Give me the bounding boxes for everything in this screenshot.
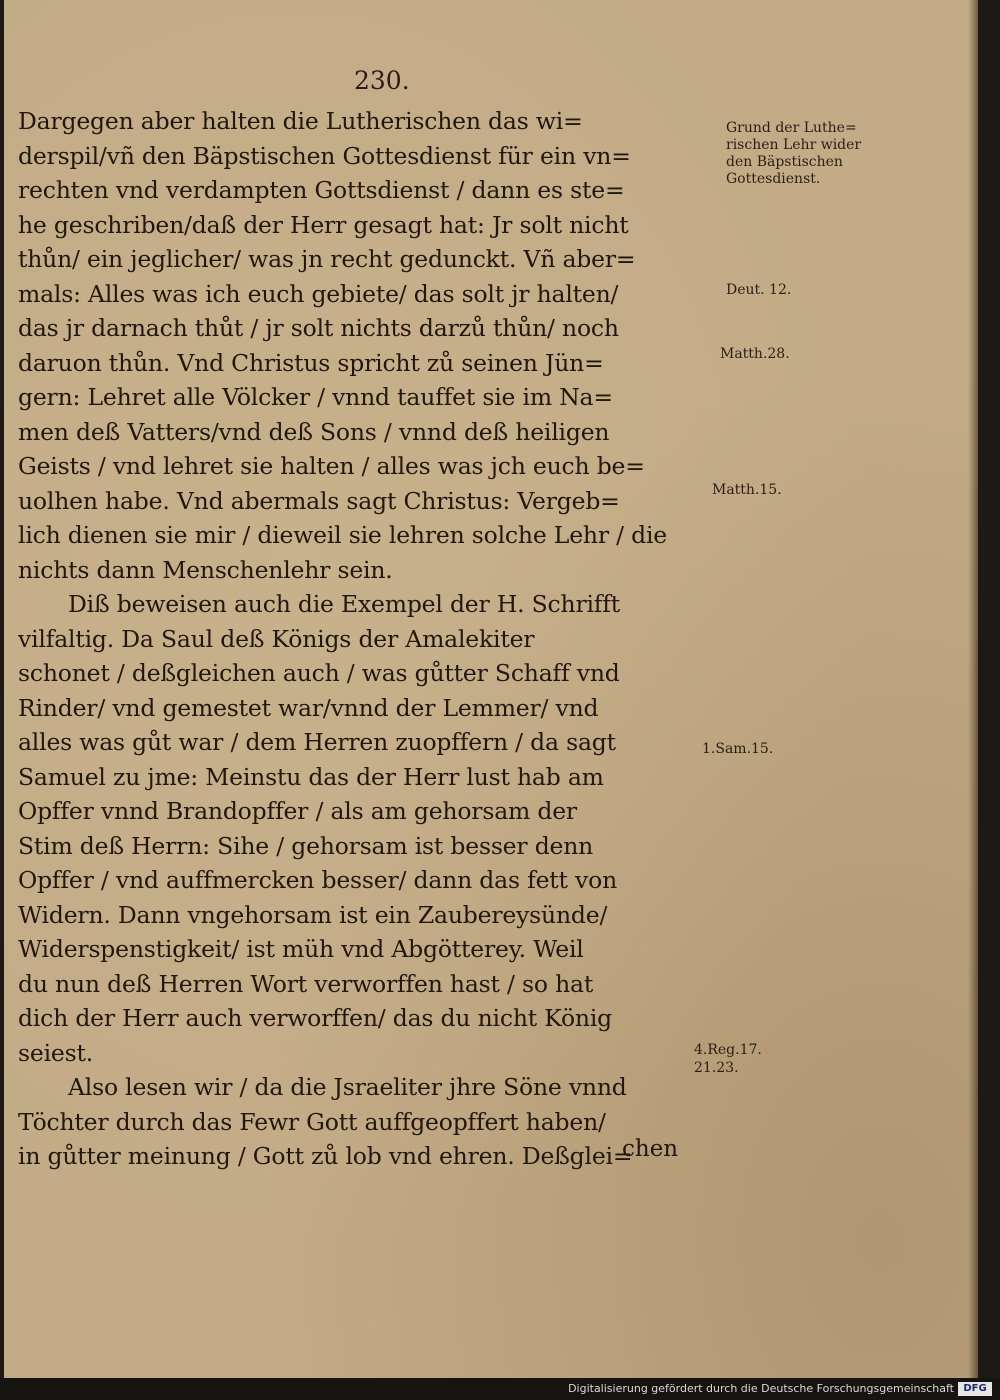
text-line: Dargegen aber halten die Lutherischen das wi=	[18, 107, 583, 135]
body-text	[18, 104, 718, 1174]
text-line: gern: Lehret alle Völcker / vnnd tauffet sie im Na=	[18, 383, 613, 411]
text-line: mals: Alles was ich euch gebiete/ das solt jr halten/	[18, 279, 619, 308]
margin-note-sam: 1.Sam.15.	[702, 741, 774, 757]
text-line: Also lesen wir / da die Jsraeliter jhre Söne vnnd	[68, 1073, 627, 1101]
text-line: thůn/ ein jeglicher/ was jn recht gedunckt. Vñ aber=	[18, 245, 636, 273]
margin-note-deut: Deut. 12.	[726, 282, 792, 298]
dfg-logo: DFG	[958, 1382, 992, 1396]
text-line: seiest.	[18, 1038, 93, 1067]
text-line: Stim deß Herrn: Sihe / gehorsam ist besser denn	[18, 831, 594, 860]
text-line: vilfaltig. Da Saul deß Königs der Amalekiter	[18, 624, 535, 653]
text-line: uolhen habe. Vnd abermals sagt Christus: Vergeb=	[18, 486, 620, 515]
text-line: Opffer vnnd Brandopffer / als am gehorsam der	[18, 797, 577, 825]
text-line: Diß beweisen auch die Exempel der H. Schrifft	[68, 590, 621, 618]
text-line: das jr darnach thůt / jr solt nichts darzů thůn/ noch	[18, 314, 619, 342]
margin-note-matth-28: Matth.28.	[720, 346, 790, 362]
text-line: alles was gůt war / dem Herren zuopffern / da sagt	[18, 728, 616, 756]
margin-note-line: den Bäpstischen	[726, 154, 843, 170]
margin-note-grund	[726, 120, 861, 188]
page-number: 230.	[354, 66, 410, 95]
text-line: daruon thůn. Vnd Christus spricht zů seinen Jün=	[18, 348, 604, 377]
margin-note-reg: 4.Reg.17.	[694, 1042, 762, 1058]
text-line: nichts dann Menschenlehr sein.	[18, 555, 393, 584]
margin-note-line: Gottesdienst.	[726, 171, 821, 187]
margin-note-matth-15: Matth.15.	[712, 482, 782, 498]
text-line: he geschriben/daß der Herr gesagt hat: Jr solt nicht	[18, 210, 629, 239]
text-line: men deß Vatters/vnd deß Sons / vnnd deß heiligen	[18, 417, 610, 446]
text-line: derspil/vñ den Bäpstischen Gottesdienst für ein vn=	[18, 141, 631, 170]
text-line: Widern. Dann vngehorsam ist ein Zaubereysünde/	[18, 900, 608, 929]
text-line: Widerspenstigkeit/ ist müh vnd Abgötterey. Weil	[18, 935, 584, 963]
text-line: lich dienen sie mir / dieweil sie lehren solche Lehr / die	[18, 521, 668, 549]
page-edge-shadow	[968, 0, 978, 1378]
book-page	[4, 0, 978, 1378]
text-line: Töchter durch das Fewr Gott auffgeopffert haben/	[18, 1107, 606, 1136]
catchword: chen	[622, 1136, 679, 1162]
text-line: Samuel zu jme: Meinstu das der Herr lust hab am	[18, 762, 604, 791]
margin-note-line: Grund der Luthe=	[726, 120, 857, 136]
text-line: schonet / deßgleichen auch / was gůtter Schaff vnd	[18, 659, 620, 687]
text-line: du nun deß Herren Wort verworffen hast / so hat	[18, 969, 594, 998]
text-line: Opffer / vnd auffmercken besser/ dann das fett von	[18, 866, 618, 894]
margin-note-reg-verses: 21.23.	[694, 1060, 739, 1076]
text-line: in gůtter meinung / Gott zů lob vnd ehren. Deßglei=	[18, 1142, 633, 1170]
text-line: Rinder/ vnd gemestet war/vnnd der Lemmer/ vnd	[18, 693, 599, 722]
text-line: dich der Herr auch verworffen/ das du nicht König	[18, 1004, 613, 1032]
margin-note-line: rischen Lehr wider	[726, 137, 862, 153]
footer-credit: Digitalisierung gefördert durch die Deutsche Forschungsgemeinschaft	[568, 1382, 954, 1395]
text-line: rechten vnd verdampten Gottsdienst / dann es ste=	[18, 176, 625, 204]
text-line: Geists / vnd lehret sie halten / alles was jch euch be=	[18, 452, 645, 480]
